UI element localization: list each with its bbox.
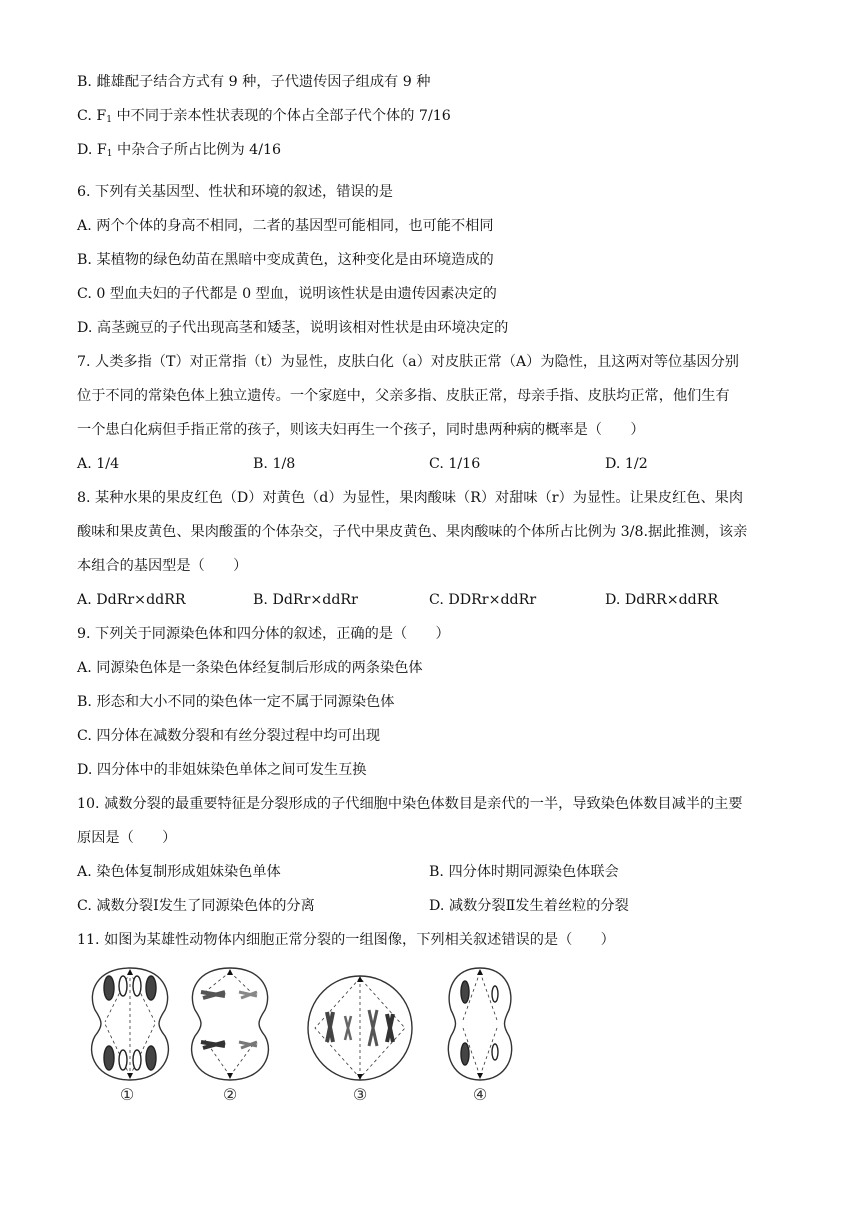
q10-option-a: A. 染色体复制形成姐妹染色单体 bbox=[77, 864, 281, 880]
q10-stem-line2: 原因是（ ） bbox=[77, 830, 177, 846]
q9-stem: 9. 下列关于同源染色体和四分体的叙述，正确的是（ ） bbox=[77, 626, 450, 642]
q5-option-c: C. $F_1$ 中不同于亲本性状表现的个体占全部子代个体的 7/16 bbox=[77, 108, 451, 125]
q7-option-b: B. 1/8 bbox=[253, 456, 296, 472]
q7-option-c: C. 1/16 bbox=[429, 456, 481, 472]
q8-option-a: A. DdRr×ddRR bbox=[77, 592, 186, 608]
q5-option-b: B. 雌雄配子结合方式有 9 种，子代遗传因子组成有 9 种 bbox=[77, 74, 431, 90]
q10-stem-line1: 10. 减数分裂的最重要特征是分裂形成的子代细胞中染色体数目是亲代的一半，导致染色体数目减半的主要 bbox=[77, 796, 743, 812]
q7-stem-line1: 7. 人类多指（T）对正常指（t）为显性，皮肤白化（a）对皮肤正常（A）为隐性，且这两对等位基因分别 bbox=[77, 354, 739, 370]
q5-option-d: D. $F_1$ 中杂合子所占比例为 4/16 bbox=[77, 142, 282, 159]
cell-division-figure bbox=[75, 962, 535, 1107]
q8-stem-line3: 本组合的基因型是（ ） bbox=[77, 558, 248, 574]
q7-stem-line3: 一个患白化病但手指正常的孩子，则该夫妇再生一个孩子，同时患两种病的概率是（ ） bbox=[77, 422, 645, 438]
cell-diagram-1 bbox=[92, 968, 169, 1080]
q9-option-a: A. 同源染色体是一条染色体经复制后形成的两条染色体 bbox=[77, 660, 423, 676]
q8-option-b: B. DdRr×ddRr bbox=[253, 592, 358, 608]
q10-option-b: B. 四分体时期同源染色体联会 bbox=[429, 864, 619, 880]
cell-diagram-4 bbox=[448, 968, 511, 1080]
q8-stem-line2: 酸味和果皮黄色、果肉酸蛋的个体杂交，子代中果皮黄色、果肉酸味的个体所占比例为 3/8.据此推测，该亲 bbox=[77, 524, 748, 540]
q8-option-d: D. DdRR×ddRR bbox=[605, 592, 719, 608]
q7-option-a: A. 1/4 bbox=[77, 456, 120, 472]
q7-stem-line2: 位于不同的常染色体上独立遗传。一个家庭中，父亲多指、皮肤正常，母亲手指、皮肤均正常，他们生有 bbox=[77, 388, 730, 404]
q8-option-c: C. DDRr×ddRr bbox=[429, 592, 537, 608]
q7-option-d: D. 1/2 bbox=[605, 456, 648, 472]
q6-stem: 6. 下列有关基因型、性状和环境的叙述，错误的是 bbox=[77, 184, 393, 200]
cell-label-3: ③ bbox=[352, 1085, 368, 1104]
q10-option-d: D. 减数分裂Ⅱ发生着丝粒的分裂 bbox=[429, 898, 629, 914]
cell-label-4: ④ bbox=[472, 1085, 488, 1104]
q9-option-d: D. 四分体中的非姐妹染色单体之间可发生互换 bbox=[77, 762, 367, 778]
q11-stem: 11. 如图为某雄性动物体内细胞正常分裂的一组图像，下列相关叙述错误的是（ ） bbox=[77, 932, 615, 948]
q8-stem-line1: 8. 某种水果的果皮红色（D）对黄色（d）为显性，果肉酸味（R）对甜味（r）为显性。让果皮红色、果肉 bbox=[77, 490, 744, 506]
cell-label-2: ② bbox=[222, 1085, 238, 1104]
q10-option-c: C. 减数分裂Ⅰ发生了同源染色体的分离 bbox=[77, 898, 315, 914]
q6-option-d: D. 高茎豌豆的子代出现高茎和矮茎，说明该相对性状是由环境决定的 bbox=[77, 320, 509, 336]
cell-label-1: ① bbox=[119, 1085, 135, 1104]
cell-diagram-3 bbox=[308, 976, 412, 1080]
q6-option-a: A. 两个个体的身高不相同，二者的基因型可能相同，也可能不相同 bbox=[77, 218, 494, 234]
q6-option-c: C. 0 型血夫妇的子代都是 0 型血，说明该性状是由遗传因素决定的 bbox=[77, 286, 497, 302]
q6-option-b: B. 某植物的绿色幼苗在黑暗中变成黄色，这种变化是由环境造成的 bbox=[77, 252, 494, 268]
q9-option-b: B. 形态和大小不同的染色体一定不属于同源染色体 bbox=[77, 694, 395, 710]
cell-diagram-2 bbox=[192, 968, 269, 1080]
q9-option-c: C. 四分体在减数分裂和有丝分裂过程中均可出现 bbox=[77, 728, 381, 744]
